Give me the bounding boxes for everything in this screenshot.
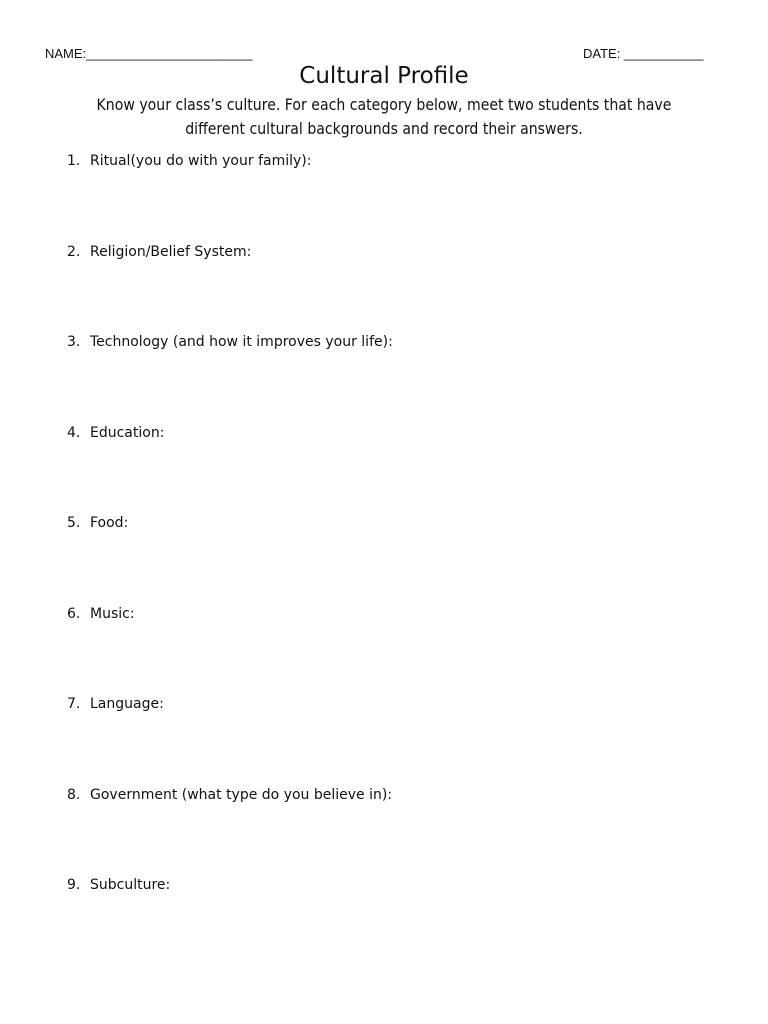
question-text: Food: <box>90 515 129 531</box>
question-text: Subculture: <box>90 877 171 893</box>
question-item <box>67 877 170 893</box>
question-number: 1. <box>67 153 81 169</box>
question-text: Technology (and how it improves your life): <box>90 334 393 350</box>
question-number: 4. <box>67 425 81 441</box>
question-number: 3. <box>67 334 81 350</box>
question-item <box>67 515 128 531</box>
question-number: 7. <box>67 696 81 712</box>
date-field-label: DATE: ___________ <box>583 46 704 61</box>
question-number: 5. <box>67 515 81 531</box>
question-text: Music: <box>90 606 135 622</box>
question-text: Government (what type do you believe in): <box>90 787 393 803</box>
question-item <box>67 425 164 441</box>
page-title: Cultural Profile <box>299 63 469 89</box>
question-number: 6. <box>67 606 81 622</box>
question-number: 2. <box>67 244 81 260</box>
question-item <box>67 153 311 169</box>
question-item <box>67 244 251 260</box>
question-number: 8. <box>67 787 81 803</box>
question-number: 9. <box>67 877 81 893</box>
question-item <box>67 787 392 803</box>
question-text: Ritual(you do with your family): <box>90 153 312 169</box>
question-item <box>67 696 164 712</box>
question-text: Language: <box>90 696 164 712</box>
question-text: Education: <box>90 425 165 441</box>
name-field-label: NAME:_______________________ <box>45 46 253 61</box>
question-text: Religion/Belief System: <box>90 244 252 260</box>
question-item <box>67 606 135 622</box>
question-item <box>67 334 393 350</box>
instructions: Know your class’s culture. For each category below, meet two students that have different cultural backgrounds and record their answers. <box>96 95 672 138</box>
